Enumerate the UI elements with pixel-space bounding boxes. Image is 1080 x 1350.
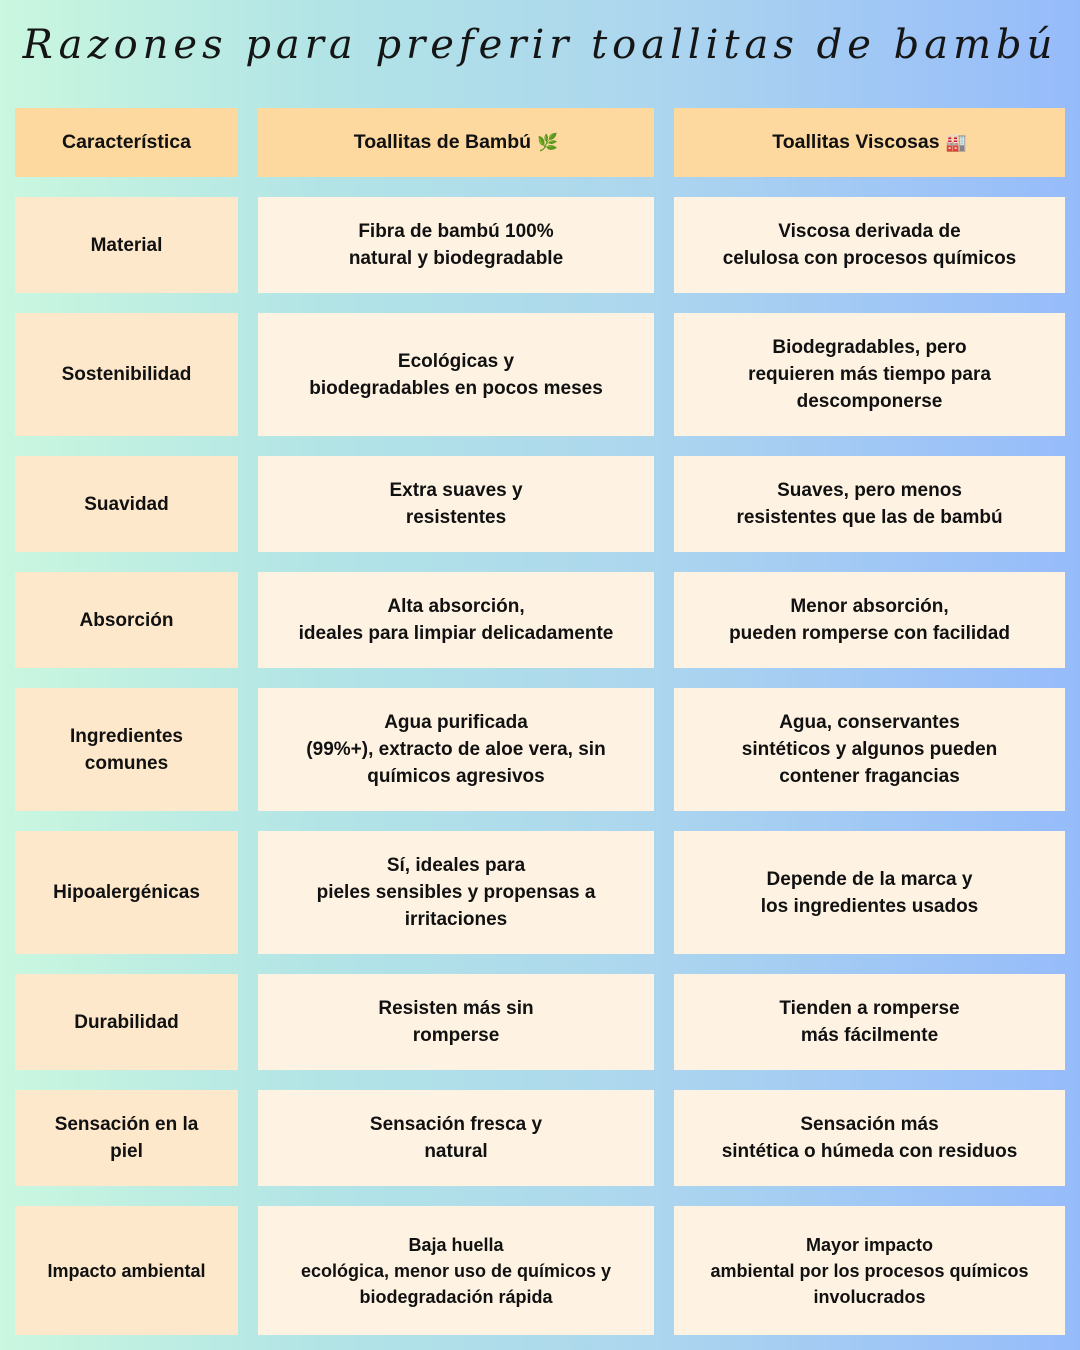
header-bamboo-label: Toallitas de Bambú (353, 131, 532, 153)
row-viscose-absorcion: Menor absorción, pueden romperse con facilidad (674, 572, 1065, 668)
row-feature-absorcion: Absorción (15, 572, 238, 668)
row-feature-suavidad: Suavidad (15, 456, 238, 552)
header-viscose-label: Toallitas Viscosas (772, 131, 940, 153)
leaf-icon: 🌿 (537, 133, 559, 152)
row-feature-durabilidad: Durabilidad (15, 974, 238, 1070)
row-feature-hipoalergenicas: Hipoalergénicas (15, 831, 238, 954)
row-bamboo-durabilidad: Resisten más sin romperse (258, 974, 654, 1070)
row-feature-sostenibilidad: Sostenibilidad (15, 313, 238, 436)
row-bamboo-sostenibilidad: Ecológicas y biodegradables en pocos meses (258, 313, 654, 436)
factory-icon: 🏭 (945, 133, 967, 152)
row-viscose-durabilidad: Tienden a romperse más fácilmente (674, 974, 1065, 1070)
row-bamboo-ingredientes: Agua purificada (99%+), extracto de aloe vera, sin químicos agresivos (258, 688, 654, 811)
row-bamboo-hipoalergenicas: Sí, ideales para pieles sensibles y propensas a irritaciones (258, 831, 654, 954)
row-viscose-impacto: Mayor impacto ambiental por los procesos químicos involucrados (674, 1206, 1065, 1335)
row-viscose-sostenibilidad: Biodegradables, pero requieren más tiempo para descomponerse (674, 313, 1065, 436)
row-feature-material: Material (15, 197, 238, 293)
row-bamboo-material: Fibra de bambú 100% natural y biodegradable (258, 197, 654, 293)
row-bamboo-sensacion: Sensación fresca y natural (258, 1090, 654, 1186)
row-viscose-suavidad: Suaves, pero menos resistentes que las de bambú (674, 456, 1065, 552)
header-bamboo (258, 108, 654, 177)
row-viscose-material: Viscosa derivada de celulosa con procesos químicos (674, 197, 1065, 293)
header-feature: Característica (15, 108, 238, 177)
row-bamboo-impacto: Baja huella ecológica, menor uso de químicos y biodegradación rápida (258, 1206, 654, 1335)
row-feature-ingredientes: Ingredientes comunes (15, 688, 238, 811)
row-viscose-ingredientes: Agua, conservantes sintéticos y algunos pueden contener fragancias (674, 688, 1065, 811)
row-bamboo-suavidad: Extra suaves y resistentes (258, 456, 654, 552)
row-viscose-sensacion: Sensación más sintética o húmeda con residuos (674, 1090, 1065, 1186)
row-bamboo-absorcion: Alta absorción, ideales para limpiar delicadamente (258, 572, 654, 668)
row-viscose-hipoalergenicas: Depende de la marca y los ingredientes usados (674, 831, 1065, 954)
header-viscose (674, 108, 1065, 177)
row-feature-impacto: Impacto ambiental (15, 1206, 238, 1335)
row-feature-sensacion: Sensación en la piel (15, 1090, 238, 1186)
page-title: Razones para preferir toallitas de bambú (22, 22, 1058, 68)
